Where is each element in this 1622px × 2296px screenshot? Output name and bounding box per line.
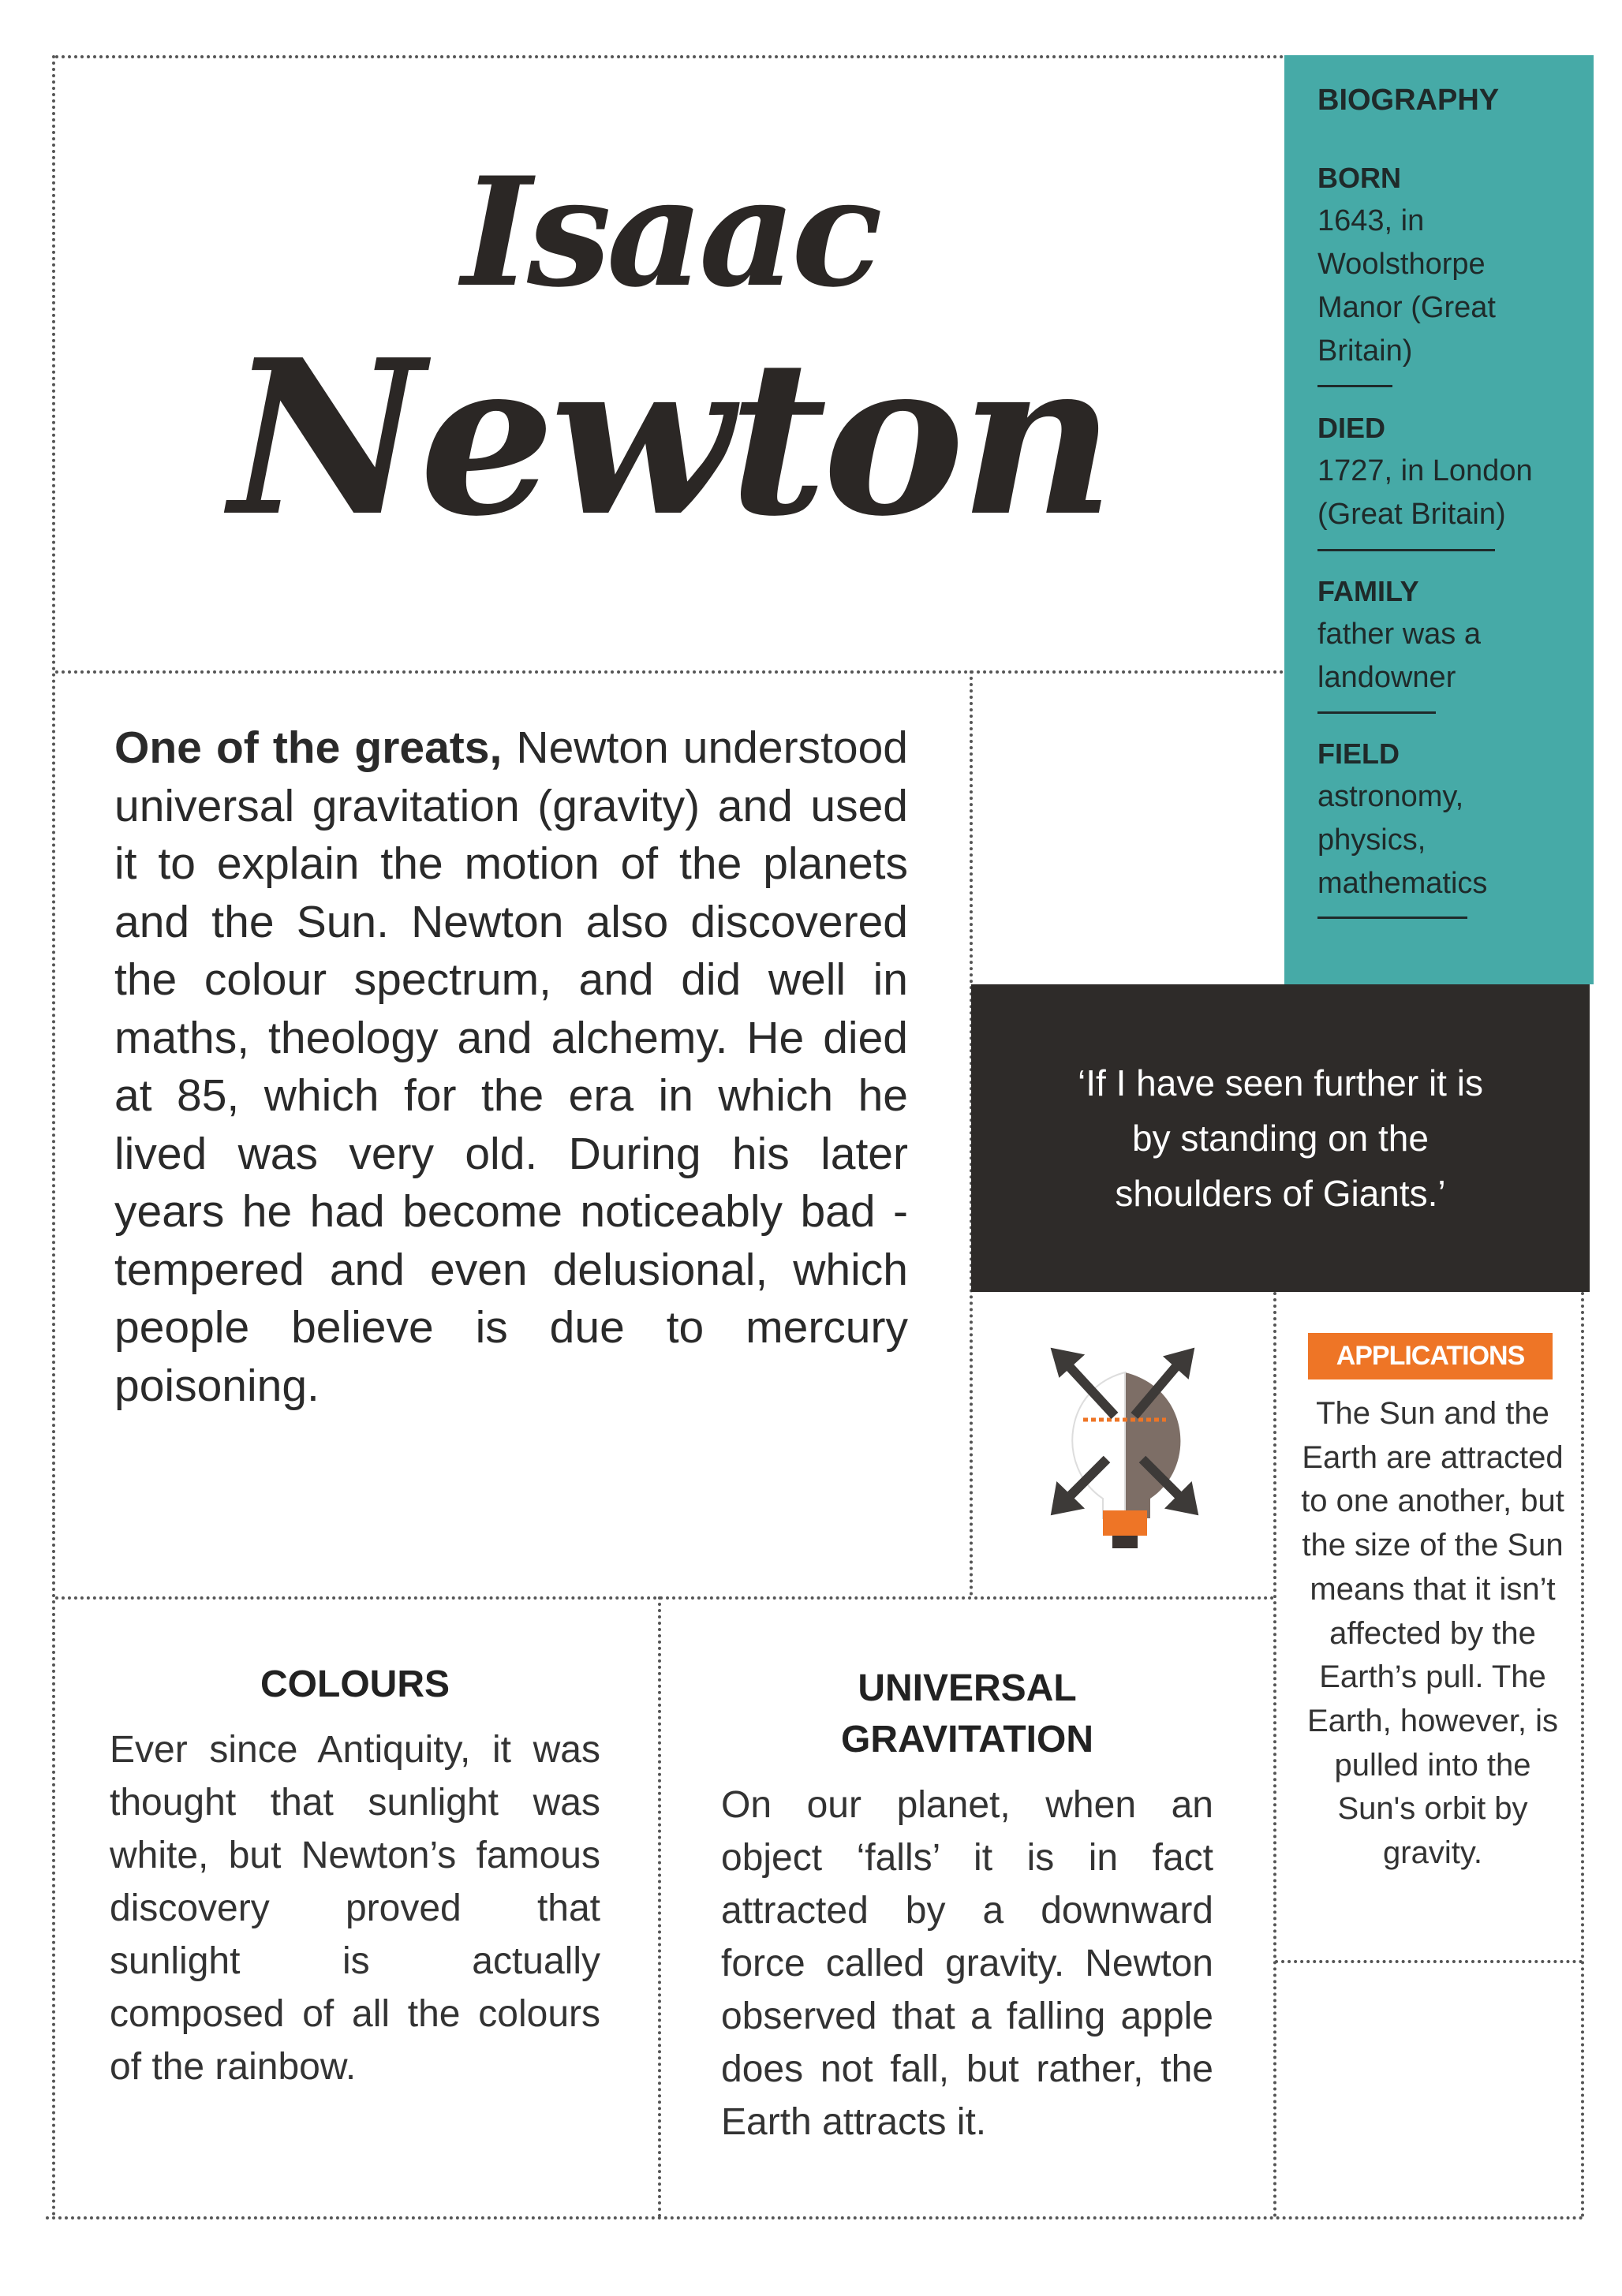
rule (1317, 549, 1495, 551)
divider-apps (1273, 1292, 1276, 2218)
intro-text: Newton understood universal gravitation (gravity) and used it to explain the motion of the planets and the Sun. Newton also discovered the colour spectrum, and did well in maths, theology and alchemy. He died at 85, which for the era in which he lived was very old. During his later years he had become noticeably bad -tempered and even delusional, which people believe is due to mercury poisoning. (114, 722, 908, 1411)
field-line: physics, (1317, 823, 1426, 857)
born-section (1317, 156, 1496, 373)
quote-text: ‘If I have seen further it is by standing on the shoulders of Giants.’ (1078, 1062, 1483, 1214)
gravitation-heading-line: GRAVITATION (841, 1719, 1093, 1760)
field-label: FIELD (1317, 737, 1400, 770)
colours-text: Ever since Antiquity, it was thought that sunlight was white, but Newton’s famous discovery proved that sunlight is actually composed of all the colours of the rainbow. (110, 1729, 600, 2088)
frame-top (55, 55, 1284, 58)
quote-box (971, 984, 1590, 1292)
title-last-name: Newton (229, 312, 1111, 563)
applications-text: The Sun and the Earth are attracted to one another, but the size of the Sun means that it isn’t affected by the Earth’s pull. The Earth, however, is pulled into the Sun's orbit by gravity. (1301, 1396, 1564, 1871)
gravitation-heading-line: UNIVERSAL (858, 1667, 1077, 1709)
gravitation-heading (721, 1663, 1213, 1765)
gravitation-text: On our planet, when an object ‘falls’ it is in fact attracted by a downward force called gravity. Newton observed that a falling apple does not fall, but rather, the Earth attracts it. (721, 1784, 1213, 2143)
light-bulb-arrows-icon (1040, 1341, 1209, 1550)
born-label: BORN (1317, 162, 1401, 194)
rule (1317, 711, 1436, 714)
divider-apps-bottom (1275, 1960, 1583, 1963)
colours-heading: COLOURS (260, 1663, 450, 1705)
born-line: Woolsthorpe (1317, 248, 1486, 281)
frame-bottom (46, 2216, 1584, 2219)
biography-heading: BIOGRAPHY (1317, 84, 1500, 117)
rule (1317, 385, 1392, 387)
applications-badge: APPLICATIONS (1308, 1333, 1553, 1379)
died-line: 1727, in London (1317, 454, 1533, 487)
family-section (1317, 569, 1481, 700)
died-line: (Great Britain) (1317, 498, 1506, 531)
born-line: 1643, in (1317, 204, 1425, 237)
field-section (1317, 732, 1487, 905)
intro-paragraph (114, 719, 908, 1415)
field-line: astronomy, (1317, 780, 1464, 813)
family-label: FAMILY (1317, 575, 1419, 607)
frame-right (1581, 1292, 1584, 2218)
family-line: father was a (1317, 618, 1481, 651)
divider-middle (55, 1596, 1275, 1600)
died-label: DIED (1317, 412, 1386, 444)
divider-title (55, 670, 1284, 674)
field-line: mathematics (1317, 867, 1488, 900)
died-section (1317, 406, 1533, 536)
family-line: landowner (1317, 661, 1456, 694)
title-first-name: Isaac (462, 144, 878, 320)
divider-bottom (658, 1596, 661, 2218)
biography-panel (1284, 55, 1594, 984)
born-line: Manor (Great (1317, 291, 1496, 324)
rule (1317, 917, 1467, 919)
intro-lead: One of the greats, (114, 722, 503, 773)
born-line: Britain) (1317, 334, 1413, 368)
